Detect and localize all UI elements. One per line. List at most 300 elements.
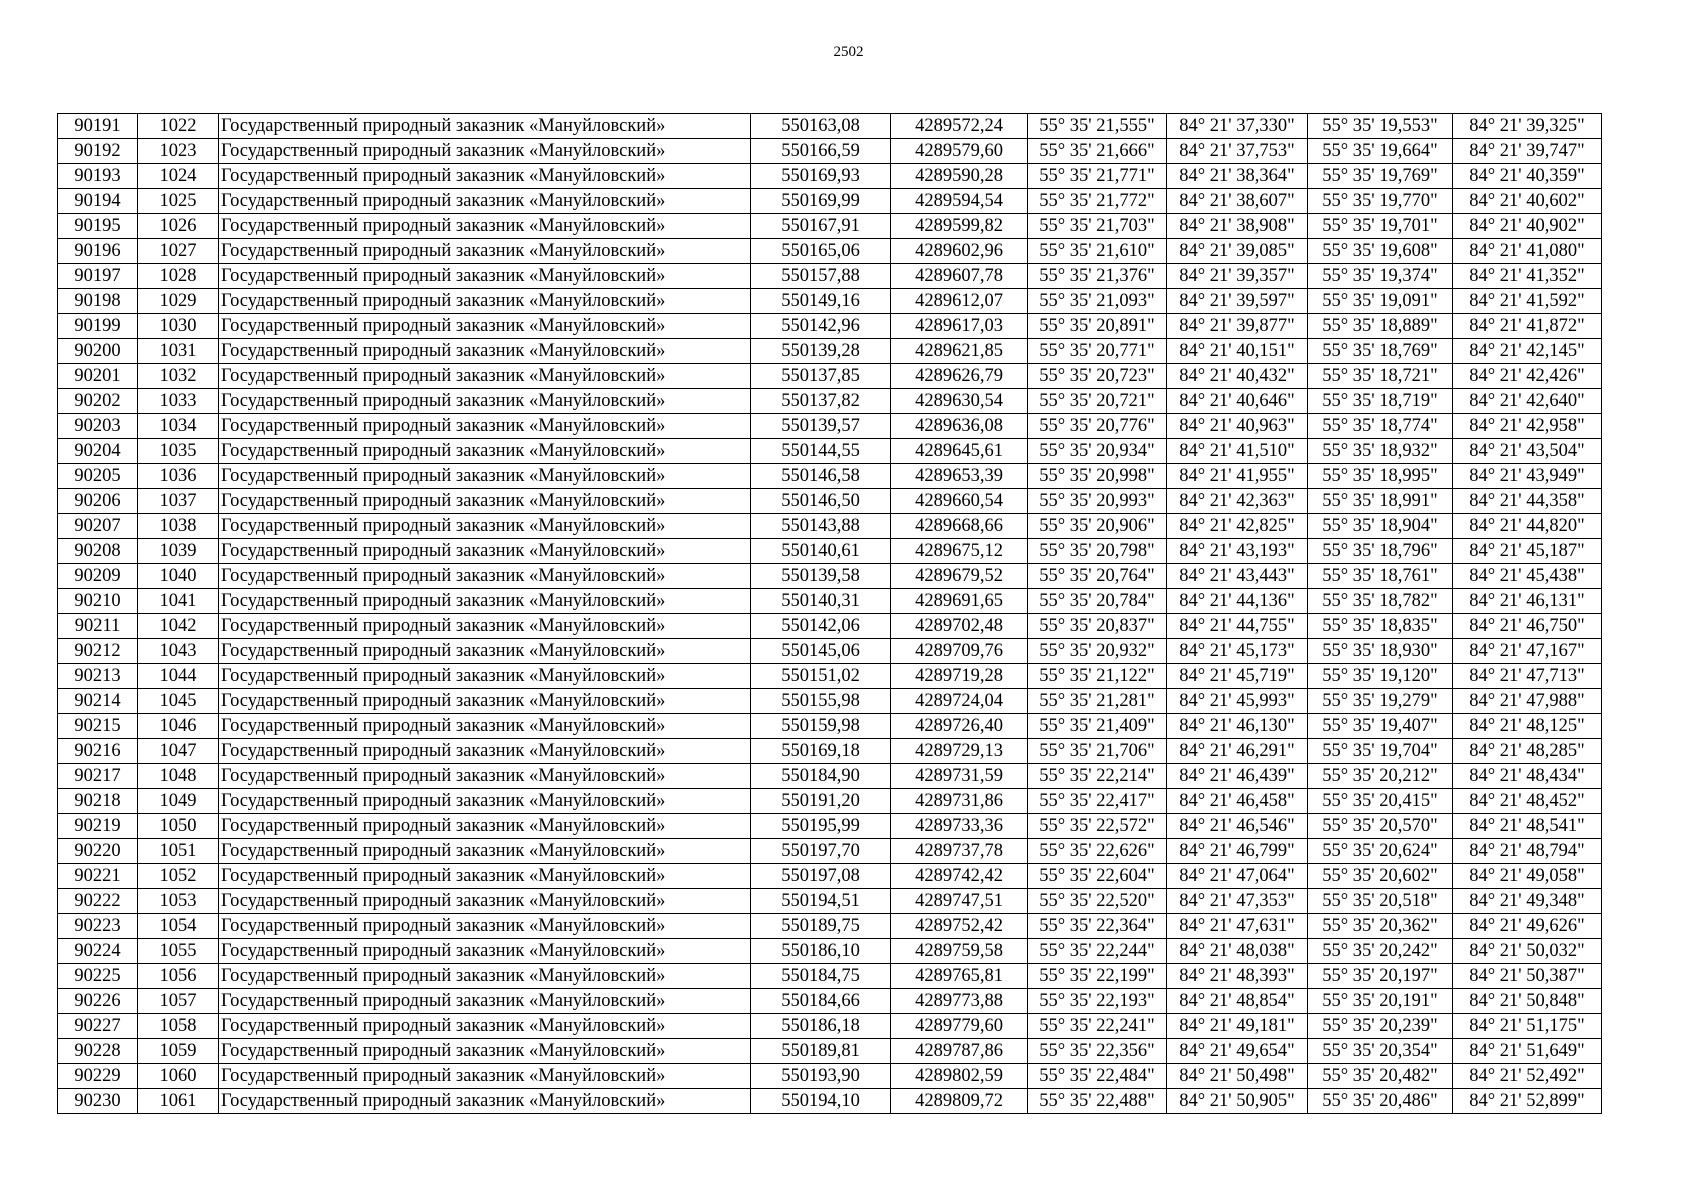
object-name-cell: Государственный природный заказник «Мануйловский» (219, 589, 751, 614)
object-name-cell: Государственный природный заказник «Мануйловский» (219, 439, 751, 464)
object-name-cell: Государственный природный заказник «Мануйловский» (219, 164, 751, 189)
table-row (58, 764, 1602, 789)
x-coordinate-cell: 550165,06 (751, 239, 891, 264)
latitude-1-cell: 55° 35' 20,993" (1028, 489, 1167, 514)
latitude-2-cell: 55° 35' 19,279" (1308, 689, 1453, 714)
object-name-cell: Государственный природный заказник «Мануйловский» (219, 189, 751, 214)
x-coordinate-cell: 550155,98 (751, 689, 891, 714)
longitude-2-cell: 84° 21' 41,352" (1453, 264, 1602, 289)
longitude-2-cell: 84° 21' 42,958" (1453, 414, 1602, 439)
longitude-2-cell: 84° 21' 40,902" (1453, 214, 1602, 239)
row-id-cell: 90220 (58, 839, 138, 864)
table-row (58, 489, 1602, 514)
longitude-1-cell: 84° 21' 39,877" (1167, 314, 1308, 339)
latitude-2-cell: 55° 35' 18,761" (1308, 564, 1453, 589)
point-number-cell: 1057 (138, 989, 219, 1014)
y-coordinate-cell: 4289590,28 (891, 164, 1028, 189)
table-row (58, 589, 1602, 614)
latitude-2-cell: 55° 35' 19,553" (1308, 114, 1453, 139)
row-id-cell: 90192 (58, 139, 138, 164)
latitude-2-cell: 55° 35' 19,704" (1308, 739, 1453, 764)
latitude-1-cell: 55° 35' 22,364" (1028, 914, 1167, 939)
latitude-1-cell: 55° 35' 21,771" (1028, 164, 1167, 189)
longitude-1-cell: 84° 21' 37,330" (1167, 114, 1308, 139)
table-row (58, 1014, 1602, 1039)
longitude-1-cell: 84° 21' 39,085" (1167, 239, 1308, 264)
x-coordinate-cell: 550166,59 (751, 139, 891, 164)
longitude-2-cell: 84° 21' 44,820" (1453, 514, 1602, 539)
y-coordinate-cell: 4289621,85 (891, 339, 1028, 364)
latitude-1-cell: 55° 35' 20,764" (1028, 564, 1167, 589)
row-id-cell: 90197 (58, 264, 138, 289)
latitude-2-cell: 55° 35' 19,701" (1308, 214, 1453, 239)
table-row (58, 464, 1602, 489)
longitude-1-cell: 84° 21' 40,151" (1167, 339, 1308, 364)
x-coordinate-cell: 550194,10 (751, 1089, 891, 1114)
latitude-1-cell: 55° 35' 20,932" (1028, 639, 1167, 664)
row-id-cell: 90209 (58, 564, 138, 589)
point-number-cell: 1060 (138, 1064, 219, 1089)
latitude-2-cell: 55° 35' 18,719" (1308, 389, 1453, 414)
y-coordinate-cell: 4289765,81 (891, 964, 1028, 989)
row-id-cell: 90230 (58, 1089, 138, 1114)
object-name-cell: Государственный природный заказник «Мануйловский» (219, 489, 751, 514)
point-number-cell: 1044 (138, 664, 219, 689)
x-coordinate-cell: 550169,99 (751, 189, 891, 214)
longitude-1-cell: 84° 21' 46,546" (1167, 814, 1308, 839)
y-coordinate-cell: 4289742,42 (891, 864, 1028, 889)
table-row (58, 839, 1602, 864)
y-coordinate-cell: 4289702,48 (891, 614, 1028, 639)
x-coordinate-cell: 550169,93 (751, 164, 891, 189)
y-coordinate-cell: 4289630,54 (891, 389, 1028, 414)
latitude-1-cell: 55° 35' 22,520" (1028, 889, 1167, 914)
object-name-cell: Государственный природный заказник «Мануйловский» (219, 789, 751, 814)
latitude-1-cell: 55° 35' 21,703" (1028, 214, 1167, 239)
table-row (58, 164, 1602, 189)
longitude-1-cell: 84° 21' 42,825" (1167, 514, 1308, 539)
table-row (58, 414, 1602, 439)
latitude-2-cell: 55° 35' 18,991" (1308, 489, 1453, 514)
row-id-cell: 90225 (58, 964, 138, 989)
latitude-2-cell: 55° 35' 18,930" (1308, 639, 1453, 664)
y-coordinate-cell: 4289636,08 (891, 414, 1028, 439)
latitude-2-cell: 55° 35' 19,608" (1308, 239, 1453, 264)
object-name-cell: Государственный природный заказник «Мануйловский» (219, 364, 751, 389)
y-coordinate-cell: 4289675,12 (891, 539, 1028, 564)
longitude-1-cell: 84° 21' 41,955" (1167, 464, 1308, 489)
x-coordinate-cell: 550146,50 (751, 489, 891, 514)
latitude-2-cell: 55° 35' 19,770" (1308, 189, 1453, 214)
latitude-1-cell: 55° 35' 20,776" (1028, 414, 1167, 439)
y-coordinate-cell: 4289626,79 (891, 364, 1028, 389)
object-name-cell: Государственный природный заказник «Мануйловский» (219, 939, 751, 964)
latitude-1-cell: 55° 35' 22,488" (1028, 1089, 1167, 1114)
latitude-1-cell: 55° 35' 20,798" (1028, 539, 1167, 564)
table-row (58, 639, 1602, 664)
latitude-1-cell: 55° 35' 22,241" (1028, 1014, 1167, 1039)
x-coordinate-cell: 550157,88 (751, 264, 891, 289)
object-name-cell: Государственный природный заказник «Мануйловский» (219, 539, 751, 564)
latitude-2-cell: 55° 35' 18,796" (1308, 539, 1453, 564)
object-name-cell: Государственный природный заказник «Мануйловский» (219, 914, 751, 939)
table-row (58, 989, 1602, 1014)
table-row (58, 439, 1602, 464)
latitude-1-cell: 55° 35' 22,572" (1028, 814, 1167, 839)
longitude-1-cell: 84° 21' 45,993" (1167, 689, 1308, 714)
latitude-2-cell: 55° 35' 18,995" (1308, 464, 1453, 489)
latitude-2-cell: 55° 35' 20,362" (1308, 914, 1453, 939)
point-number-cell: 1046 (138, 714, 219, 739)
longitude-1-cell: 84° 21' 39,597" (1167, 289, 1308, 314)
y-coordinate-cell: 4289607,78 (891, 264, 1028, 289)
point-number-cell: 1052 (138, 864, 219, 889)
row-id-cell: 90215 (58, 714, 138, 739)
latitude-1-cell: 55° 35' 20,721" (1028, 389, 1167, 414)
longitude-2-cell: 84° 21' 49,626" (1453, 914, 1602, 939)
point-number-cell: 1058 (138, 1014, 219, 1039)
x-coordinate-cell: 550140,61 (751, 539, 891, 564)
object-name-cell: Государственный природный заказник «Мануйловский» (219, 139, 751, 164)
y-coordinate-cell: 4289653,39 (891, 464, 1028, 489)
y-coordinate-cell: 4289747,51 (891, 889, 1028, 914)
row-id-cell: 90214 (58, 689, 138, 714)
row-id-cell: 90223 (58, 914, 138, 939)
row-id-cell: 90196 (58, 239, 138, 264)
latitude-2-cell: 55° 35' 18,904" (1308, 514, 1453, 539)
longitude-2-cell: 84° 21' 43,504" (1453, 439, 1602, 464)
x-coordinate-cell: 550143,88 (751, 514, 891, 539)
table-row (58, 1089, 1602, 1114)
point-number-cell: 1031 (138, 339, 219, 364)
longitude-1-cell: 84° 21' 49,654" (1167, 1039, 1308, 1064)
row-id-cell: 90226 (58, 989, 138, 1014)
longitude-2-cell: 84° 21' 48,285" (1453, 739, 1602, 764)
longitude-2-cell: 84° 21' 45,438" (1453, 564, 1602, 589)
row-id-cell: 90229 (58, 1064, 138, 1089)
longitude-1-cell: 84° 21' 40,646" (1167, 389, 1308, 414)
longitude-2-cell: 84° 21' 42,426" (1453, 364, 1602, 389)
latitude-2-cell: 55° 35' 18,782" (1308, 589, 1453, 614)
y-coordinate-cell: 4289602,96 (891, 239, 1028, 264)
point-number-cell: 1056 (138, 964, 219, 989)
x-coordinate-cell: 550189,81 (751, 1039, 891, 1064)
x-coordinate-cell: 550142,96 (751, 314, 891, 339)
latitude-2-cell: 55° 35' 18,769" (1308, 339, 1453, 364)
latitude-2-cell: 55° 35' 20,239" (1308, 1014, 1453, 1039)
object-name-cell: Государственный природный заказник «Мануйловский» (219, 239, 751, 264)
row-id-cell: 90212 (58, 639, 138, 664)
longitude-1-cell: 84° 21' 47,353" (1167, 889, 1308, 914)
longitude-2-cell: 84° 21' 47,713" (1453, 664, 1602, 689)
y-coordinate-cell: 4289752,42 (891, 914, 1028, 939)
longitude-2-cell: 84° 21' 48,434" (1453, 764, 1602, 789)
longitude-2-cell: 84° 21' 45,187" (1453, 539, 1602, 564)
latitude-1-cell: 55° 35' 21,093" (1028, 289, 1167, 314)
longitude-2-cell: 84° 21' 48,125" (1453, 714, 1602, 739)
x-coordinate-cell: 550137,82 (751, 389, 891, 414)
x-coordinate-cell: 550186,18 (751, 1014, 891, 1039)
object-name-cell: Государственный природный заказник «Мануйловский» (219, 514, 751, 539)
longitude-2-cell: 84° 21' 41,872" (1453, 314, 1602, 339)
y-coordinate-cell: 4289617,03 (891, 314, 1028, 339)
point-number-cell: 1045 (138, 689, 219, 714)
point-number-cell: 1039 (138, 539, 219, 564)
latitude-2-cell: 55° 35' 20,191" (1308, 989, 1453, 1014)
longitude-1-cell: 84° 21' 44,136" (1167, 589, 1308, 614)
object-name-cell: Государственный природный заказник «Мануйловский» (219, 889, 751, 914)
latitude-2-cell: 55° 35' 20,486" (1308, 1089, 1453, 1114)
row-id-cell: 90193 (58, 164, 138, 189)
object-name-cell: Государственный природный заказник «Мануйловский» (219, 689, 751, 714)
y-coordinate-cell: 4289572,24 (891, 114, 1028, 139)
point-number-cell: 1023 (138, 139, 219, 164)
point-number-cell: 1047 (138, 739, 219, 764)
table-row (58, 364, 1602, 389)
object-name-cell: Государственный природный заказник «Мануйловский» (219, 314, 751, 339)
page-number: 2502 (833, 44, 864, 60)
point-number-cell: 1027 (138, 239, 219, 264)
object-name-cell: Государственный природный заказник «Мануйловский» (219, 964, 751, 989)
longitude-1-cell: 84° 21' 46,130" (1167, 714, 1308, 739)
latitude-1-cell: 55° 35' 22,417" (1028, 789, 1167, 814)
longitude-2-cell: 84° 21' 39,325" (1453, 114, 1602, 139)
longitude-2-cell: 84° 21' 48,794" (1453, 839, 1602, 864)
latitude-1-cell: 55° 35' 20,998" (1028, 464, 1167, 489)
object-name-cell: Государственный природный заказник «Мануйловский» (219, 339, 751, 364)
table-row (58, 939, 1602, 964)
table-row (58, 564, 1602, 589)
latitude-1-cell: 55° 35' 22,214" (1028, 764, 1167, 789)
x-coordinate-cell: 550197,08 (751, 864, 891, 889)
x-coordinate-cell: 550194,51 (751, 889, 891, 914)
point-number-cell: 1038 (138, 514, 219, 539)
longitude-2-cell: 84° 21' 41,080" (1453, 239, 1602, 264)
object-name-cell: Государственный природный заказник «Мануйловский» (219, 814, 751, 839)
point-number-cell: 1042 (138, 614, 219, 639)
longitude-2-cell: 84° 21' 40,602" (1453, 189, 1602, 214)
y-coordinate-cell: 4289731,86 (891, 789, 1028, 814)
table-row (58, 789, 1602, 814)
latitude-2-cell: 55° 35' 19,374" (1308, 264, 1453, 289)
table-row (58, 289, 1602, 314)
longitude-2-cell: 84° 21' 52,492" (1453, 1064, 1602, 1089)
x-coordinate-cell: 550144,55 (751, 439, 891, 464)
object-name-cell: Государственный природный заказник «Мануйловский» (219, 989, 751, 1014)
point-number-cell: 1061 (138, 1089, 219, 1114)
longitude-2-cell: 84° 21' 44,358" (1453, 489, 1602, 514)
y-coordinate-cell: 4289773,88 (891, 989, 1028, 1014)
longitude-1-cell: 84° 21' 46,799" (1167, 839, 1308, 864)
table-row (58, 264, 1602, 289)
y-coordinate-cell: 4289719,28 (891, 664, 1028, 689)
object-name-cell: Государственный природный заказник «Мануйловский» (219, 564, 751, 589)
row-id-cell: 90227 (58, 1014, 138, 1039)
point-number-cell: 1041 (138, 589, 219, 614)
x-coordinate-cell: 550193,90 (751, 1064, 891, 1089)
latitude-2-cell: 55° 35' 19,407" (1308, 714, 1453, 739)
row-id-cell: 90203 (58, 414, 138, 439)
x-coordinate-cell: 550149,16 (751, 289, 891, 314)
longitude-1-cell: 84° 21' 40,963" (1167, 414, 1308, 439)
latitude-2-cell: 55° 35' 19,120" (1308, 664, 1453, 689)
point-number-cell: 1028 (138, 264, 219, 289)
longitude-1-cell: 84° 21' 50,498" (1167, 1064, 1308, 1089)
object-name-cell: Государственный природный заказник «Мануйловский» (219, 864, 751, 889)
point-number-cell: 1054 (138, 914, 219, 939)
row-id-cell: 90216 (58, 739, 138, 764)
row-id-cell: 90195 (58, 214, 138, 239)
x-coordinate-cell: 550167,91 (751, 214, 891, 239)
row-id-cell: 90205 (58, 464, 138, 489)
point-number-cell: 1022 (138, 114, 219, 139)
latitude-2-cell: 55° 35' 18,721" (1308, 364, 1453, 389)
object-name-cell: Государственный природный заказник «Мануйловский» (219, 639, 751, 664)
point-number-cell: 1050 (138, 814, 219, 839)
longitude-2-cell: 84° 21' 42,640" (1453, 389, 1602, 414)
x-coordinate-cell: 550189,75 (751, 914, 891, 939)
table-row (58, 889, 1602, 914)
latitude-2-cell: 55° 35' 20,197" (1308, 964, 1453, 989)
latitude-1-cell: 55° 35' 21,376" (1028, 264, 1167, 289)
y-coordinate-cell: 4289612,07 (891, 289, 1028, 314)
table-row (58, 314, 1602, 339)
longitude-1-cell: 84° 21' 49,181" (1167, 1014, 1308, 1039)
row-id-cell: 90201 (58, 364, 138, 389)
longitude-2-cell: 84° 21' 51,649" (1453, 1039, 1602, 1064)
x-coordinate-cell: 550197,70 (751, 839, 891, 864)
object-name-cell: Государственный природный заказник «Мануйловский» (219, 414, 751, 439)
latitude-2-cell: 55° 35' 20,602" (1308, 864, 1453, 889)
x-coordinate-cell: 550184,90 (751, 764, 891, 789)
point-number-cell: 1036 (138, 464, 219, 489)
row-id-cell: 90207 (58, 514, 138, 539)
table-row (58, 189, 1602, 214)
longitude-1-cell: 84° 21' 38,908" (1167, 214, 1308, 239)
object-name-cell: Государственный природный заказник «Мануйловский» (219, 1089, 751, 1114)
longitude-2-cell: 84° 21' 50,032" (1453, 939, 1602, 964)
longitude-1-cell: 84° 21' 43,443" (1167, 564, 1308, 589)
y-coordinate-cell: 4289691,65 (891, 589, 1028, 614)
latitude-1-cell: 55° 35' 21,772" (1028, 189, 1167, 214)
x-coordinate-cell: 550139,57 (751, 414, 891, 439)
point-number-cell: 1051 (138, 839, 219, 864)
y-coordinate-cell: 4289668,66 (891, 514, 1028, 539)
longitude-1-cell: 84° 21' 41,510" (1167, 439, 1308, 464)
latitude-1-cell: 55° 35' 22,199" (1028, 964, 1167, 989)
latitude-1-cell: 55° 35' 20,784" (1028, 589, 1167, 614)
longitude-1-cell: 84° 21' 38,607" (1167, 189, 1308, 214)
point-number-cell: 1053 (138, 889, 219, 914)
object-name-cell: Государственный природный заказник «Мануйловский» (219, 264, 751, 289)
table-row (58, 239, 1602, 264)
longitude-1-cell: 84° 21' 42,363" (1167, 489, 1308, 514)
latitude-2-cell: 55° 35' 20,518" (1308, 889, 1453, 914)
longitude-2-cell: 84° 21' 47,167" (1453, 639, 1602, 664)
longitude-2-cell: 84° 21' 50,387" (1453, 964, 1602, 989)
longitude-1-cell: 84° 21' 46,458" (1167, 789, 1308, 814)
latitude-1-cell: 55° 35' 20,891" (1028, 314, 1167, 339)
latitude-1-cell: 55° 35' 21,409" (1028, 714, 1167, 739)
point-number-cell: 1049 (138, 789, 219, 814)
point-number-cell: 1026 (138, 214, 219, 239)
x-coordinate-cell: 550169,18 (751, 739, 891, 764)
longitude-1-cell: 84° 21' 45,173" (1167, 639, 1308, 664)
latitude-1-cell: 55° 35' 20,934" (1028, 439, 1167, 464)
longitude-1-cell: 84° 21' 37,753" (1167, 139, 1308, 164)
y-coordinate-cell: 4289660,54 (891, 489, 1028, 514)
longitude-2-cell: 84° 21' 39,747" (1453, 139, 1602, 164)
latitude-1-cell: 55° 35' 20,723" (1028, 364, 1167, 389)
row-id-cell: 90200 (58, 339, 138, 364)
x-coordinate-cell: 550142,06 (751, 614, 891, 639)
longitude-1-cell: 84° 21' 46,439" (1167, 764, 1308, 789)
table-row (58, 664, 1602, 689)
object-name-cell: Государственный природный заказник «Мануйловский» (219, 1039, 751, 1064)
row-id-cell: 90204 (58, 439, 138, 464)
point-number-cell: 1025 (138, 189, 219, 214)
x-coordinate-cell: 550184,75 (751, 964, 891, 989)
table-row (58, 614, 1602, 639)
row-id-cell: 90213 (58, 664, 138, 689)
x-coordinate-cell: 550186,10 (751, 939, 891, 964)
latitude-2-cell: 55° 35' 18,774" (1308, 414, 1453, 439)
table-row (58, 1039, 1602, 1064)
longitude-2-cell: 84° 21' 47,988" (1453, 689, 1602, 714)
point-number-cell: 1035 (138, 439, 219, 464)
table-row (58, 714, 1602, 739)
y-coordinate-cell: 4289724,04 (891, 689, 1028, 714)
latitude-1-cell: 55° 35' 22,244" (1028, 939, 1167, 964)
object-name-cell: Государственный природный заказник «Мануйловский» (219, 114, 751, 139)
table-row (58, 739, 1602, 764)
table-row (58, 539, 1602, 564)
row-id-cell: 90224 (58, 939, 138, 964)
longitude-1-cell: 84° 21' 43,193" (1167, 539, 1308, 564)
latitude-2-cell: 55° 35' 20,570" (1308, 814, 1453, 839)
table-row (58, 514, 1602, 539)
longitude-2-cell: 84° 21' 51,175" (1453, 1014, 1602, 1039)
y-coordinate-cell: 4289594,54 (891, 189, 1028, 214)
row-id-cell: 90208 (58, 539, 138, 564)
table-row (58, 214, 1602, 239)
y-coordinate-cell: 4289802,59 (891, 1064, 1028, 1089)
point-number-cell: 1029 (138, 289, 219, 314)
x-coordinate-cell: 550139,28 (751, 339, 891, 364)
latitude-1-cell: 55° 35' 20,837" (1028, 614, 1167, 639)
longitude-1-cell: 84° 21' 48,854" (1167, 989, 1308, 1014)
latitude-2-cell: 55° 35' 19,091" (1308, 289, 1453, 314)
object-name-cell: Государственный природный заказник «Мануйловский» (219, 764, 751, 789)
x-coordinate-cell: 550146,58 (751, 464, 891, 489)
latitude-2-cell: 55° 35' 20,415" (1308, 789, 1453, 814)
latitude-2-cell: 55° 35' 20,212" (1308, 764, 1453, 789)
latitude-1-cell: 55° 35' 21,555" (1028, 114, 1167, 139)
row-id-cell: 90221 (58, 864, 138, 889)
table-row (58, 339, 1602, 364)
x-coordinate-cell: 550145,06 (751, 639, 891, 664)
object-name-cell: Государственный природный заказник «Мануйловский» (219, 614, 751, 639)
longitude-1-cell: 84° 21' 45,719" (1167, 664, 1308, 689)
longitude-2-cell: 84° 21' 40,359" (1453, 164, 1602, 189)
longitude-1-cell: 84° 21' 48,393" (1167, 964, 1308, 989)
latitude-2-cell: 55° 35' 19,769" (1308, 164, 1453, 189)
table-row (58, 139, 1602, 164)
row-id-cell: 90218 (58, 789, 138, 814)
row-id-cell: 90228 (58, 1039, 138, 1064)
y-coordinate-cell: 4289787,86 (891, 1039, 1028, 1064)
row-id-cell: 90217 (58, 764, 138, 789)
